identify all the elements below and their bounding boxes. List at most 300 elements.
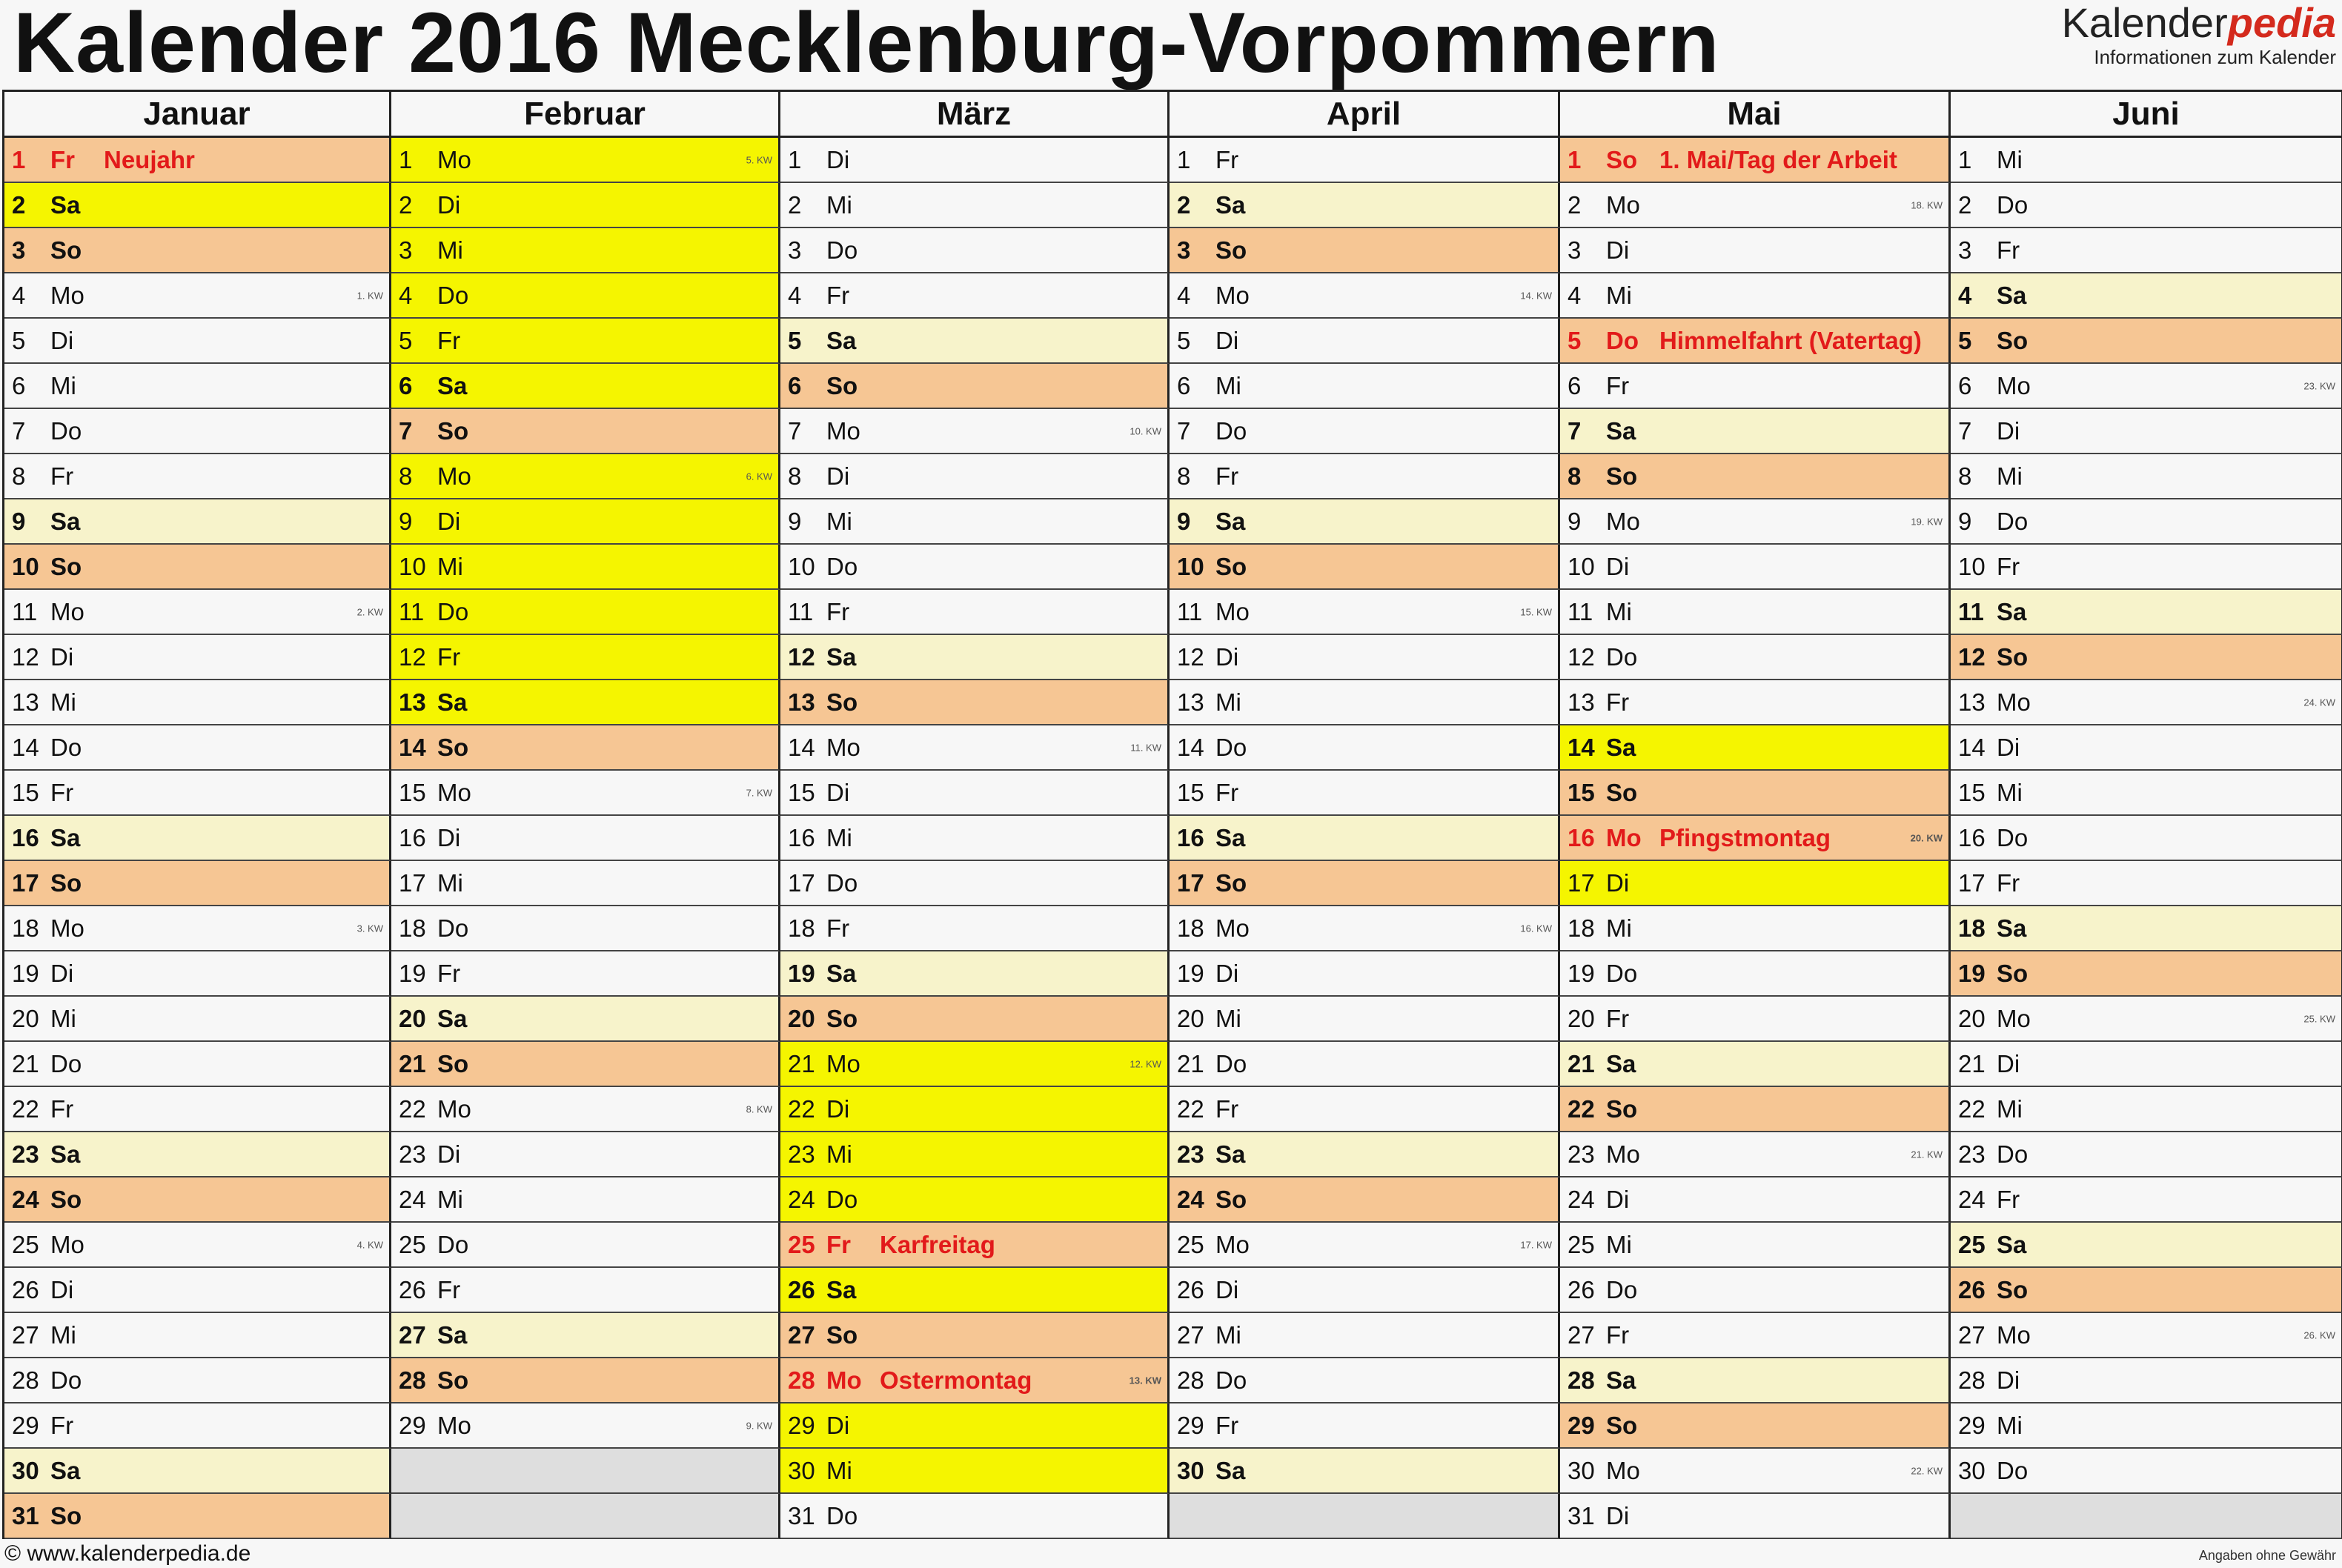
day-cell [780, 1042, 1170, 1087]
weekday-label: Mi [1606, 281, 1632, 309]
weekday-label: Mi [1997, 778, 2023, 806]
day-number: 10 [399, 552, 426, 580]
weekday-label: Mi [1997, 145, 2023, 173]
day-number: 30 [12, 1456, 39, 1484]
weekday-label: Di [826, 1094, 850, 1123]
day-cell [1560, 1042, 1951, 1087]
day-number: 20 [1958, 1004, 1986, 1032]
weekday-label: So [50, 1501, 82, 1529]
weekday-label: So [826, 688, 858, 716]
weekday-label: Sa [50, 190, 81, 219]
day-cell [391, 319, 780, 364]
day-cell [1170, 1223, 1560, 1268]
day-cell [4, 1132, 391, 1177]
weekday-label: Mo [1997, 1320, 2031, 1349]
day-cell [1951, 951, 2342, 997]
day-number: 18 [788, 914, 815, 942]
empty-day-cell [1170, 1494, 1560, 1539]
disclaimer: Angaben ohne Gewähr [2198, 1548, 2336, 1563]
day-cell [4, 319, 391, 364]
weekday-label: Mi [1606, 914, 1632, 942]
day-cell [780, 771, 1170, 816]
day-cell [4, 725, 391, 771]
day-number: 14 [1568, 733, 1595, 761]
day-cell [1951, 1403, 2342, 1449]
weekday-label: Sa [437, 688, 468, 716]
day-number: 5 [788, 326, 802, 354]
day-cell [780, 183, 1170, 228]
day-cell [391, 816, 780, 861]
day-cell [1951, 1223, 2342, 1268]
day-number: 13 [788, 688, 815, 716]
day-cell [1170, 1449, 1560, 1494]
weekday-label: Fr [1215, 1094, 1239, 1123]
day-cell [780, 861, 1170, 906]
week-number: 18. KW [1911, 199, 1943, 210]
day-number: 17 [1177, 868, 1204, 897]
day-cell [1560, 183, 1951, 228]
day-number: 28 [12, 1366, 39, 1394]
weekday-label: Di [1606, 1501, 1630, 1529]
weekday-label: Mo [437, 1411, 471, 1439]
month-header: März [780, 92, 1170, 138]
day-cell [1951, 1313, 2342, 1358]
day-number: 17 [788, 868, 815, 897]
day-cell [1951, 680, 2342, 725]
week-number: 23. KW [2303, 380, 2335, 391]
day-number: 18 [1177, 914, 1204, 942]
weekday-label: Sa [50, 507, 81, 535]
week-number: 8. KW [746, 1103, 772, 1114]
day-number: 5 [1177, 326, 1191, 354]
weekday-label: Fr [1606, 688, 1630, 716]
weekday-label: Do [826, 868, 858, 897]
day-cell [1170, 1313, 1560, 1358]
day-cell [4, 997, 391, 1042]
day-number: 13 [1568, 688, 1595, 716]
day-number: 6 [12, 371, 26, 399]
day-number: 2 [399, 190, 413, 219]
day-cell [780, 1313, 1170, 1358]
day-cell [1560, 997, 1951, 1042]
day-cell [391, 1268, 780, 1313]
day-cell [1560, 364, 1951, 409]
day-number: 25 [1568, 1230, 1595, 1258]
weekday-label: Mi [826, 823, 852, 851]
weekday-label: Di [1997, 416, 2020, 445]
day-number: 22 [788, 1094, 815, 1123]
weekday-label: Do [1997, 190, 2028, 219]
weekday-label: Fr [1215, 778, 1239, 806]
weekday-label: Mi [437, 236, 463, 264]
weekday-label: So [50, 1185, 82, 1213]
week-number: 10. KW [1129, 425, 1161, 436]
day-cell [1170, 635, 1560, 680]
weekday-label: Do [437, 281, 469, 309]
day-number: 6 [1177, 371, 1191, 399]
weekday-label: Sa [1215, 1456, 1246, 1484]
weekday-label: Sa [50, 823, 81, 851]
weekday-label: Do [1997, 1140, 2028, 1168]
day-cell [391, 680, 780, 725]
day-cell [1951, 635, 2342, 680]
day-cell [391, 545, 780, 590]
holiday-cell [1560, 319, 1951, 364]
weekday-label: Mo [1215, 281, 1250, 309]
day-cell [780, 951, 1170, 997]
day-cell [391, 1177, 780, 1223]
day-number: 30 [788, 1456, 815, 1484]
day-number: 29 [399, 1411, 426, 1439]
weekday-label: Fr [1606, 1320, 1630, 1349]
week-number: 17. KW [1520, 1239, 1552, 1250]
day-number: 10 [1177, 552, 1204, 580]
day-cell [1560, 680, 1951, 725]
day-cell [1560, 590, 1951, 635]
day-cell [4, 273, 391, 319]
weekday-label: Fr [50, 778, 74, 806]
day-number: 9 [399, 507, 413, 535]
day-cell [1170, 951, 1560, 997]
day-number: 7 [788, 416, 802, 445]
weekday-label: Fr [50, 1411, 74, 1439]
weekday-label: Di [50, 642, 74, 671]
day-number: 29 [1177, 1411, 1204, 1439]
day-cell [391, 1403, 780, 1449]
day-cell [4, 906, 391, 951]
weekday-label: So [1997, 959, 2028, 987]
week-number: 14. KW [1520, 290, 1552, 301]
holiday-name: Karfreitag [880, 1230, 995, 1258]
day-number: 27 [399, 1320, 426, 1349]
day-number: 15 [12, 778, 39, 806]
week-number: 20. KW [1910, 832, 1943, 843]
day-number: 1 [1568, 145, 1582, 173]
day-cell [1560, 951, 1951, 997]
day-cell [391, 409, 780, 454]
day-cell [4, 1268, 391, 1313]
day-number: 21 [1177, 1049, 1204, 1077]
day-number: 20 [399, 1004, 426, 1032]
day-number: 11 [1958, 597, 1984, 625]
weekday-label: Fr [50, 1094, 74, 1123]
weekday-label: Sa [826, 642, 857, 671]
weekday-label: Mi [1215, 1004, 1241, 1032]
day-number: 12 [788, 642, 815, 671]
day-number: 10 [1568, 552, 1595, 580]
day-number: 13 [12, 688, 39, 716]
day-number: 15 [1568, 778, 1595, 806]
day-number: 3 [1177, 236, 1191, 264]
day-number: 24 [788, 1185, 815, 1213]
day-number: 23 [12, 1140, 39, 1168]
weekday-label: Fr [1997, 552, 2020, 580]
day-cell [391, 906, 780, 951]
day-number: 22 [399, 1094, 426, 1123]
day-number: 16 [1177, 823, 1204, 851]
day-cell [1170, 499, 1560, 545]
weekday-label: So [1606, 1094, 1638, 1123]
weekday-label: Di [1997, 1049, 2020, 1077]
day-number: 30 [1958, 1456, 1986, 1484]
day-number: 25 [1958, 1230, 1986, 1258]
day-cell [391, 183, 780, 228]
day-number: 7 [1177, 416, 1191, 445]
day-cell [780, 499, 1170, 545]
day-cell [391, 1223, 780, 1268]
day-number: 27 [1177, 1320, 1204, 1349]
weekday-label: Mo [1997, 1004, 2031, 1032]
weekday-label: Mo [1997, 371, 2031, 399]
empty-day-cell [1951, 1494, 2342, 1539]
day-number: 24 [1958, 1185, 1986, 1213]
day-cell [1560, 1132, 1951, 1177]
brand-wordmark: Kalenderpedia [2061, 0, 2336, 46]
weekday-label: Mo [826, 733, 860, 761]
weekday-label: Sa [826, 326, 857, 354]
day-number: 20 [1568, 1004, 1595, 1032]
holiday-cell [1560, 138, 1951, 183]
weekday-label: So [1215, 236, 1247, 264]
day-number: 3 [1958, 236, 1972, 264]
weekday-label: So [50, 236, 82, 264]
weekday-label: Mi [1215, 371, 1241, 399]
weekday-label: Do [826, 1501, 858, 1529]
day-number: 5 [399, 326, 413, 354]
weekday-label: Fr [1606, 1004, 1630, 1032]
day-cell [4, 1223, 391, 1268]
day-cell [1170, 680, 1560, 725]
day-cell [1560, 771, 1951, 816]
weekday-label: Fr [1606, 371, 1630, 399]
weekday-label: Fr [50, 145, 75, 173]
weekday-label: Di [826, 145, 850, 173]
day-cell [4, 1403, 391, 1449]
day-cell [1951, 409, 2342, 454]
day-number: 14 [399, 733, 426, 761]
day-number: 11 [12, 597, 38, 625]
day-number: 1 [12, 145, 26, 173]
day-number: 20 [12, 1004, 39, 1032]
holiday-name: Ostermontag [880, 1366, 1032, 1394]
day-cell [1951, 1449, 2342, 1494]
day-cell [1951, 590, 2342, 635]
week-number: 6. KW [746, 471, 772, 482]
day-number: 31 [12, 1501, 39, 1529]
day-cell [4, 228, 391, 273]
weekday-label: Sa [437, 1004, 468, 1032]
holiday-name: 1. Mai/Tag der Arbeit [1659, 145, 1897, 173]
day-number: 25 [1177, 1230, 1204, 1258]
weekday-label: Sa [50, 1456, 81, 1484]
weekday-label: Di [1606, 868, 1630, 897]
day-number: 26 [1568, 1275, 1595, 1303]
weekday-label: Do [1997, 507, 2028, 535]
day-cell [1560, 1087, 1951, 1132]
day-number: 19 [1958, 959, 1986, 987]
day-cell [1170, 364, 1560, 409]
day-number: 27 [12, 1320, 39, 1349]
weekday-label: Do [1606, 959, 1638, 987]
week-number: 7. KW [746, 787, 772, 798]
day-number: 23 [788, 1140, 815, 1168]
weekday-label: So [50, 552, 82, 580]
weekday-label: So [1997, 642, 2028, 671]
weekday-label: Do [50, 1366, 82, 1394]
weekday-label: Fr [1997, 1185, 2020, 1213]
day-cell [391, 590, 780, 635]
weekday-label: Di [1606, 552, 1630, 580]
holiday-name: Neujahr [104, 145, 195, 173]
day-number: 9 [1958, 507, 1972, 535]
website-link[interactable]: © www.kalenderpedia.de [4, 1541, 251, 1566]
day-number: 29 [1958, 1411, 1986, 1439]
weekday-label: So [1606, 462, 1638, 490]
day-number: 15 [1958, 778, 1986, 806]
week-number: 1. KW [356, 290, 383, 301]
day-number: 11 [1568, 597, 1593, 625]
calendar-grid [2, 90, 2342, 1539]
day-number: 4 [1568, 281, 1582, 309]
day-number: 10 [12, 552, 39, 580]
weekday-label: Di [437, 1140, 461, 1168]
day-number: 2 [12, 190, 26, 219]
day-number: 12 [1177, 642, 1204, 671]
weekday-label: So [1215, 552, 1247, 580]
day-number: 28 [788, 1366, 815, 1394]
weekday-label: Mi [1997, 1094, 2023, 1123]
day-cell [780, 997, 1170, 1042]
day-cell [391, 273, 780, 319]
day-cell [1951, 454, 2342, 499]
weekday-label: Mo [1215, 597, 1250, 625]
weekday-label: Di [1606, 1185, 1630, 1213]
day-cell [1170, 228, 1560, 273]
weekday-label: Do [1606, 326, 1639, 354]
day-cell [1170, 725, 1560, 771]
week-number: 5. KW [746, 154, 772, 165]
day-number: 16 [788, 823, 815, 851]
day-cell [780, 680, 1170, 725]
weekday-label: Mo [437, 778, 471, 806]
weekday-label: So [1606, 1411, 1638, 1439]
weekday-label: Sa [1215, 823, 1246, 851]
day-cell [4, 771, 391, 816]
day-cell [1560, 1177, 1951, 1223]
week-number: 4. KW [356, 1239, 383, 1250]
day-number: 18 [1958, 914, 1986, 942]
weekday-label: Di [437, 823, 461, 851]
day-number: 26 [12, 1275, 39, 1303]
day-number: 19 [1568, 959, 1595, 987]
day-number: 3 [788, 236, 802, 264]
weekday-label: So [437, 416, 469, 445]
weekday-label: Fr [1215, 462, 1239, 490]
weekday-label: Di [437, 507, 461, 535]
weekday-label: Sa [1606, 733, 1636, 761]
day-cell [780, 1403, 1170, 1449]
day-number: 13 [1958, 688, 1986, 716]
weekday-label: Fr [826, 281, 850, 309]
day-number: 24 [1177, 1185, 1204, 1213]
day-cell [1170, 1087, 1560, 1132]
week-number: 9. KW [746, 1420, 772, 1431]
weekday-label: Mi [1215, 1320, 1241, 1349]
day-cell [391, 635, 780, 680]
day-number: 28 [399, 1366, 426, 1394]
day-cell [1951, 1042, 2342, 1087]
weekday-label: Do [826, 1185, 858, 1213]
day-cell [1951, 273, 2342, 319]
day-number: 8 [1177, 462, 1191, 490]
day-cell [391, 861, 780, 906]
weekday-label: Do [1215, 416, 1247, 445]
weekday-label: So [437, 1049, 469, 1077]
weekday-label: Sa [826, 959, 857, 987]
day-number: 14 [788, 733, 815, 761]
weekday-label: So [826, 1320, 858, 1349]
day-cell [1170, 1132, 1560, 1177]
weekday-label: Di [50, 326, 74, 354]
brand-logo[interactable] [2062, 0, 2336, 68]
day-cell [391, 771, 780, 816]
day-number: 19 [399, 959, 426, 987]
week-number: 2. KW [356, 606, 383, 617]
day-number: 12 [1568, 642, 1595, 671]
day-cell [1951, 138, 2342, 183]
day-number: 26 [399, 1275, 426, 1303]
day-cell [1951, 1268, 2342, 1313]
day-cell [4, 590, 391, 635]
weekday-label: Di [1215, 642, 1239, 671]
weekday-label: Mi [826, 1456, 852, 1484]
day-cell [1170, 273, 1560, 319]
day-cell [1560, 906, 1951, 951]
day-number: 8 [1958, 462, 1972, 490]
weekday-label: Do [1215, 1049, 1247, 1077]
day-cell [391, 1132, 780, 1177]
weekday-label: Mi [826, 507, 852, 535]
day-number: 2 [1958, 190, 1972, 219]
week-number: 13. KW [1129, 1375, 1161, 1386]
day-cell [780, 1087, 1170, 1132]
day-number: 17 [1568, 868, 1595, 897]
day-cell [780, 906, 1170, 951]
day-number: 15 [788, 778, 815, 806]
day-number: 18 [399, 914, 426, 942]
day-number: 20 [1177, 1004, 1204, 1032]
weekday-label: Mo [1606, 1140, 1640, 1168]
weekday-label: Fr [437, 642, 461, 671]
day-cell [4, 364, 391, 409]
day-number: 10 [1958, 552, 1986, 580]
weekday-label: Mi [437, 552, 463, 580]
day-cell [1560, 725, 1951, 771]
weekday-label: Mo [1606, 823, 1642, 851]
holiday-name: Pfingstmontag [1659, 823, 1831, 851]
weekday-label: Mo [826, 416, 860, 445]
day-number: 26 [788, 1275, 815, 1303]
day-cell [1951, 725, 2342, 771]
weekday-label: Di [1606, 236, 1630, 264]
day-number: 11 [1177, 597, 1203, 625]
day-cell [1170, 771, 1560, 816]
month-header: Mai [1560, 92, 1951, 138]
day-cell [1170, 997, 1560, 1042]
day-number: 30 [1177, 1456, 1204, 1484]
day-number: 27 [788, 1320, 815, 1349]
day-number: 23 [1177, 1140, 1204, 1168]
